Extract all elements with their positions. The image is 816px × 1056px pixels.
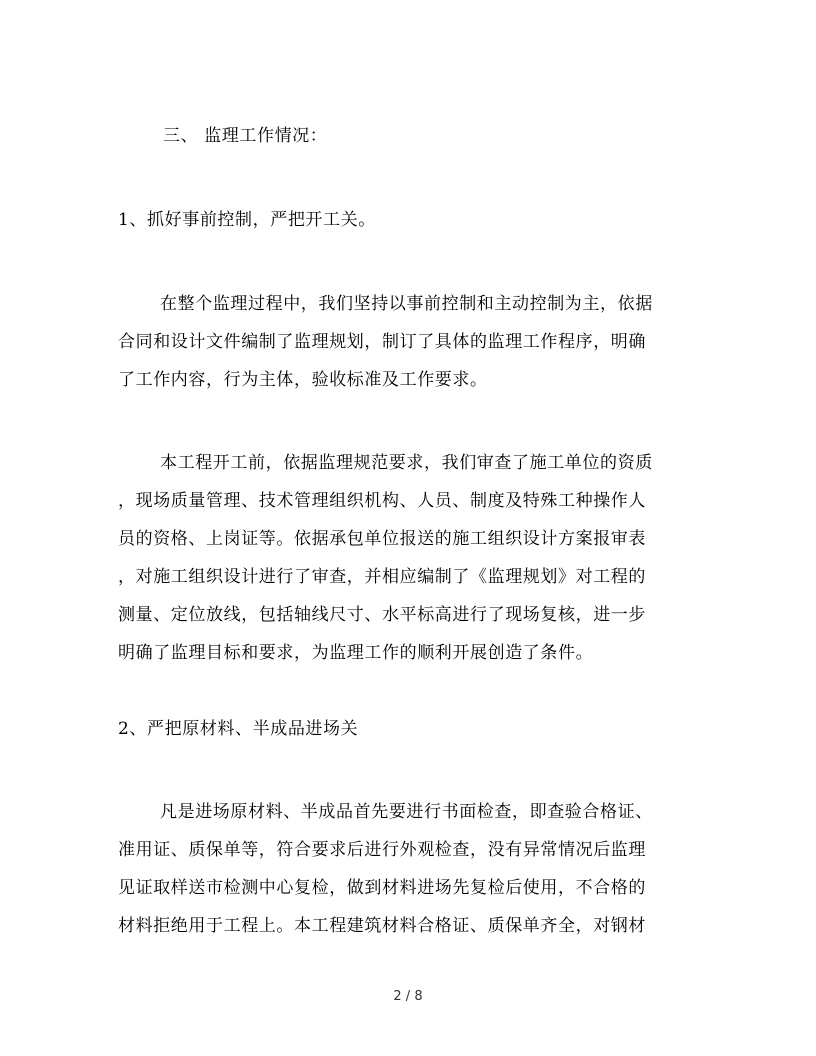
- paragraph-line: 测量、定位放线，包括轴线尺寸、水平标高进行了现场复核，进一步: [118, 605, 646, 625]
- page-number: 2 / 8: [393, 989, 423, 1004]
- paragraph-line: 员的资格、上岗证等。依据承包单位报送的施工组织设计方案报审表: [118, 529, 646, 549]
- paragraph-line: 凡是进场原材料、半成品首先要进行书面检查，即查验合格证、: [160, 802, 653, 822]
- paragraph-line: 了工作内容，行为主体，验收标准及工作要求。: [118, 370, 488, 390]
- paragraph-line: 明确了监理目标和要求，为监理工作的顺利开展创造了条件。: [118, 643, 594, 663]
- paragraph-line: ，现场质量管理、技术管理组织机构、人员、制度及特殊工种操作人: [118, 491, 646, 511]
- paragraph-line: 材料拒绝用于工程上。本工程建筑材料合格证、质保单齐全，对钢材: [118, 916, 646, 936]
- paragraph-line: 本工程开工前，依据监理规范要求，我们审查了施工单位的资质: [160, 453, 653, 473]
- paragraph-line: 准用证、质保单等，符合要求后进行外观检查，没有异常情况后监理: [118, 840, 646, 860]
- subsection-heading-2: 2、严把原材料、半成品进场关: [118, 719, 359, 739]
- paragraph-line: 合同和设计文件编制了监理规划，制订了具体的监理工作程序，明确: [118, 332, 646, 352]
- paragraph-line: 见证取样送市检测中心复检，做到材料进场先复检后使用，不合格的: [118, 878, 646, 898]
- subsection-heading-1: 1、抓好事前控制，严把开工关。: [118, 210, 376, 230]
- section-heading: 三、 监理工作情况：: [163, 126, 328, 146]
- paragraph-line: 在整个监理过程中，我们坚持以事前控制和主动控制为主，依据: [160, 294, 653, 314]
- paragraph-line: ，对施工组织设计进行了审查，并相应编制了《监理规划》对工程的: [118, 567, 646, 587]
